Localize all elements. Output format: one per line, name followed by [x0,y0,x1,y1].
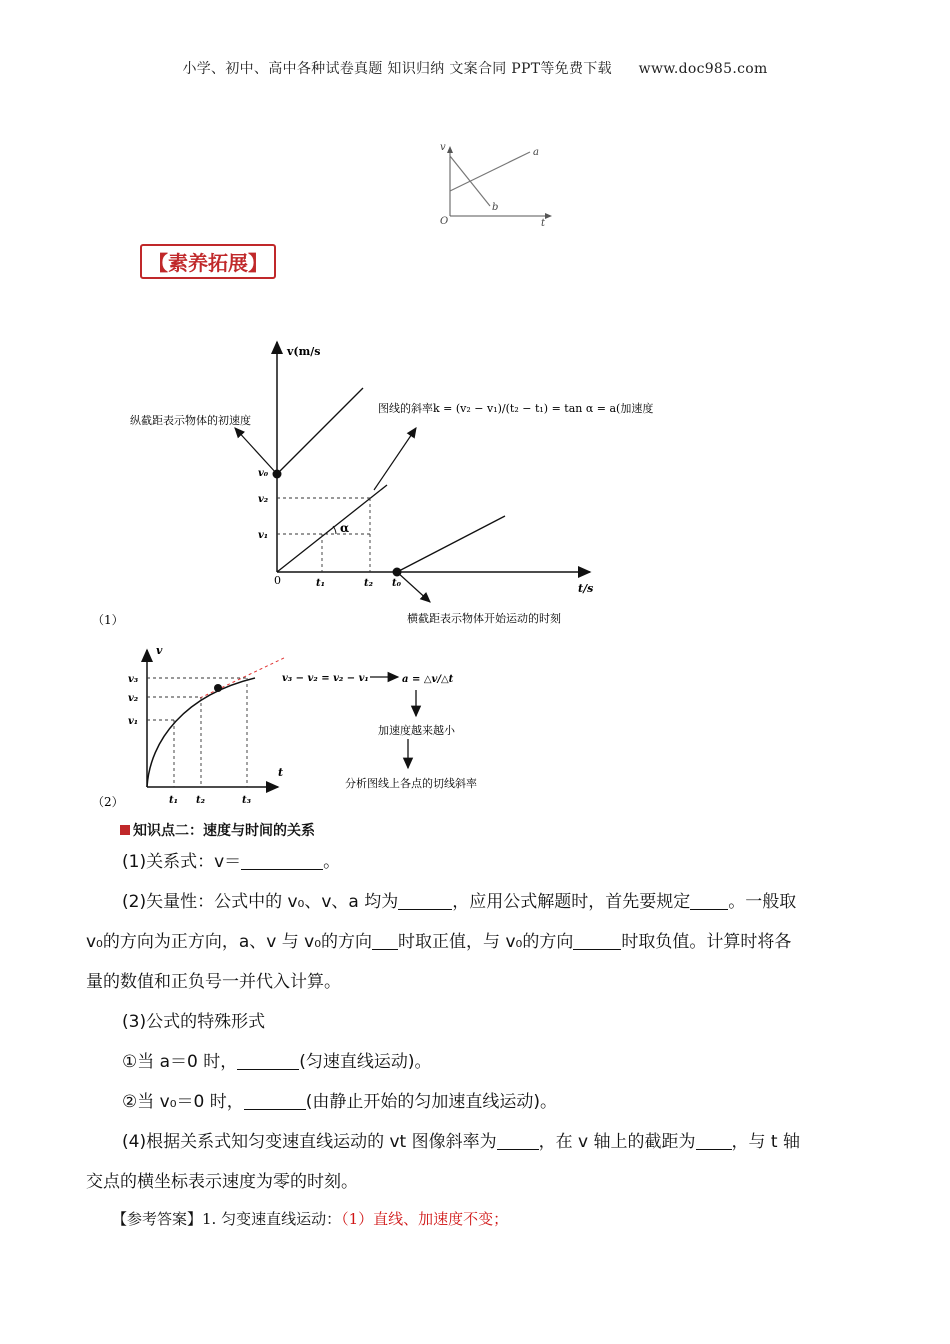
formula: a = △v/△t [402,674,454,685]
step-1: 加速度越来越小 [378,724,455,737]
label-t-2: t [278,766,284,779]
label-alpha: α [340,521,350,535]
label-v1-2: v₁ [128,716,139,727]
label-v-axis: v(m/s [287,345,321,358]
diagram-1-number: （1） [92,613,124,627]
label-v1: v₁ [258,530,269,541]
label-t2-2: t₂ [196,795,205,806]
label-t2: t₂ [364,578,373,589]
diagram-1 [92,330,654,630]
paragraph-1: (1)关系式：v＝ 。 [122,852,341,872]
knowledge-title-text: 知识点二：速度与时间的关系 [133,823,315,839]
label-t3: t₃ [242,795,251,806]
label-v-2: v [156,644,163,657]
blank-6[interactable] [237,1051,299,1070]
label-a: a [533,147,539,158]
label-v: v [440,142,446,153]
diagram-2 [90,640,530,815]
blank-5[interactable] [573,931,621,950]
label-t0: t₀ [392,578,401,589]
label-o: O [440,216,449,227]
blank-4[interactable] [372,931,398,950]
small-vt-graph [430,138,560,230]
reference-answer: 【参考答案】1. 匀变速直线运动：（1）直线、加速度不变； [112,1210,509,1228]
paragraph-3: (3)公式的特殊形式 [122,1012,266,1032]
label-v0: v₀ [258,468,269,479]
red-square-icon [120,825,130,835]
blank-9[interactable] [696,1131,732,1150]
header-url: www.doc985.com [638,61,768,77]
label-b: b [492,202,499,213]
equation: v₃ − v₂ = v₂ − v₁ [282,673,369,684]
label-t-axis: t/s [578,582,594,595]
note-slope: 图线的斜率k = (v₂ − v₁)/(t₂ − t₁) = tan α = a(加速度 [378,402,654,415]
tangent-line [200,657,286,698]
blank-8[interactable] [497,1131,539,1150]
note-intercept-t: 横截距表示物体开始运动的时刻 [407,612,561,625]
tangent-point [214,684,222,692]
blank-3[interactable] [690,891,728,910]
paragraph-4: ①当 a＝0 时， (匀速直线运动)。 [122,1052,432,1072]
line-b [450,156,490,206]
paragraph-2: (2)矢量性：公式中的 v₀、v、a 均为 ，应用公式解题时，首先要规定 。一般取 v₀的方向为正方向，a、v 与 v₀的方向 时取正值，与 v₀的方向 时取负值。计算时将各 量的数值和正负号一并代入计算。 [86,892,797,992]
blank-1[interactable] [241,851,323,870]
line-from-t0 [397,516,505,572]
label-t1: t₁ [316,578,325,589]
paragraph-5: ②当 v₀＝0 时， (由静止开始的匀加速直线运动)。 [122,1092,558,1112]
page-header [0,58,950,78]
section-title: 【素养拓展】 [140,244,276,279]
label-t1-2: t₁ [169,795,178,806]
line-from-v0 [277,388,363,474]
blank-2[interactable] [398,891,452,910]
label-v2-2: v₂ [128,693,139,704]
label-origin: 0 [274,574,281,587]
label-v2: v₂ [258,494,269,505]
knowledge-title [120,820,315,840]
label-v3: v₃ [128,674,139,685]
diagram-2-number: （2） [92,795,124,809]
label-t: t [541,218,546,229]
blank-7[interactable] [244,1091,306,1110]
note-intercept-v: 纵截距表示物体的初速度 [130,414,251,427]
paragraph-6: (4)根据关系式知匀变速直线运动的 vt 图像斜率为 ，在 v 轴上的截距为 ，与 t 轴 交点的横坐标表示速度为零的时刻。 [86,1132,800,1192]
header-text: 小学、初中、高中各种试卷真题 知识归纳 文案合同 PPT等免费下载 [182,61,612,77]
step-2: 分析图线上各点的切线斜率 [345,777,477,790]
